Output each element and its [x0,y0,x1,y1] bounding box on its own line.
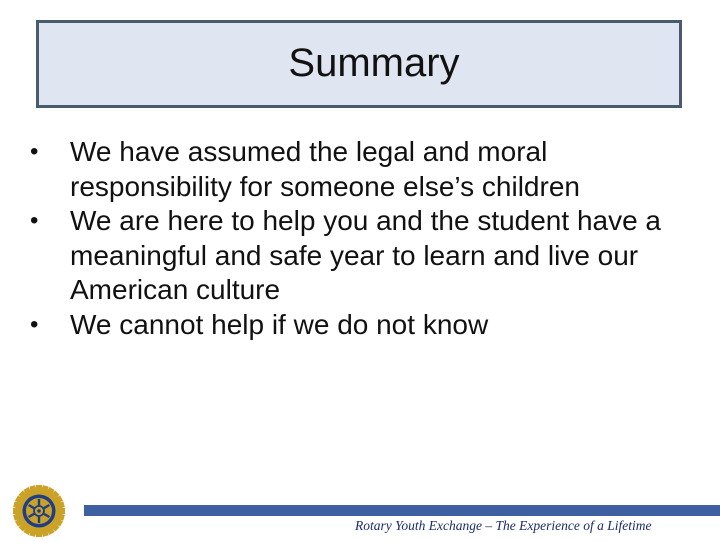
bullet-list [30,135,680,342]
footer-bar [84,505,720,516]
bullet-point-icon: • [30,310,39,338]
title-box [36,20,682,108]
bullet-text: We have assumed the legal and moral responsibility for someone else’s children [70,136,580,202]
bullet-item [30,135,680,204]
bullet-point-icon: • [30,138,39,165]
bullet-item [30,308,680,343]
bullet-text: We are here to help you and the student have a meaningful and safe year to learn and live our American culture [70,205,662,305]
rotary-wheel-icon [12,484,66,538]
bullet-point-icon: • [30,207,39,234]
footer-tagline: Rotary Youth Exchange – The Experience of a Lifetime [355,518,652,533]
slide-title: Summary [288,40,460,85]
bullet-item [30,204,680,308]
bullet-text: We cannot help if we do not know [70,308,489,340]
